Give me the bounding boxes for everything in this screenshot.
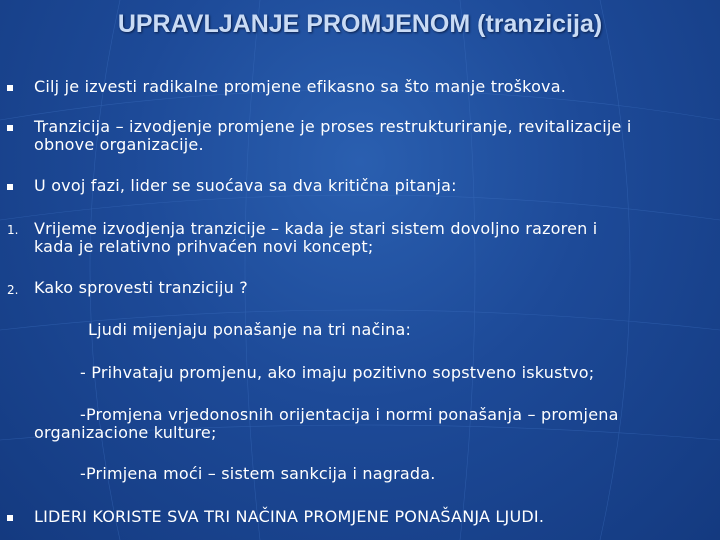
list-number: 1. — [7, 223, 19, 237]
numbered-item-text-continuation: kada je relativno prihvaćen novi koncept; — [34, 237, 374, 256]
paragraph-text: - Prihvataju promjenu, ako imaju pozitivno sopstveno iskustvo; — [80, 363, 595, 382]
list-number: 2. — [7, 283, 19, 297]
bullet-square-icon — [7, 515, 13, 521]
bullet-text-continuation: obnove organizacije. — [34, 135, 204, 154]
paragraph-text: -Promjena vrjedonosnih orijentacija i normi ponašanja – promjena — [80, 405, 619, 424]
numbered-item-text: Vrijeme izvodjenja tranzicije – kada je stari sistem dovoljno razoren i — [34, 219, 598, 238]
slide-title: UPRAVLJANJE PROMJENOM (tranzicija) — [117, 10, 603, 38]
bullet-square-icon — [7, 85, 13, 91]
numbered-item-text: Kako sprovesti tranziciju ? — [34, 278, 248, 297]
paragraph-text: Ljudi mijenjaju ponašanje na tri načina: — [88, 320, 412, 339]
paragraph-text: -Primjena moći – sistem sankcija i nagrada. — [80, 464, 436, 483]
bullet-square-icon — [7, 184, 13, 190]
bullet-text: Cilj je izvesti radikalne promjene efikasno sa što manje troškova. — [34, 77, 567, 96]
paragraph-text-continuation: organizacione kulture; — [34, 423, 217, 442]
final-bullet-text: LIDERI KORISTE SVA TRI NAČINA PROMJENE PONAŠANJA LJUDI. — [34, 507, 545, 526]
bullet-text: Tranzicija – izvodjenje promjene je proses restrukturiranje, revitalizacije i — [34, 117, 632, 136]
bullet-text: U ovoj fazi, lider se suoćava sa dva kritična pitanja: — [34, 176, 457, 195]
bullet-square-icon — [7, 125, 13, 131]
